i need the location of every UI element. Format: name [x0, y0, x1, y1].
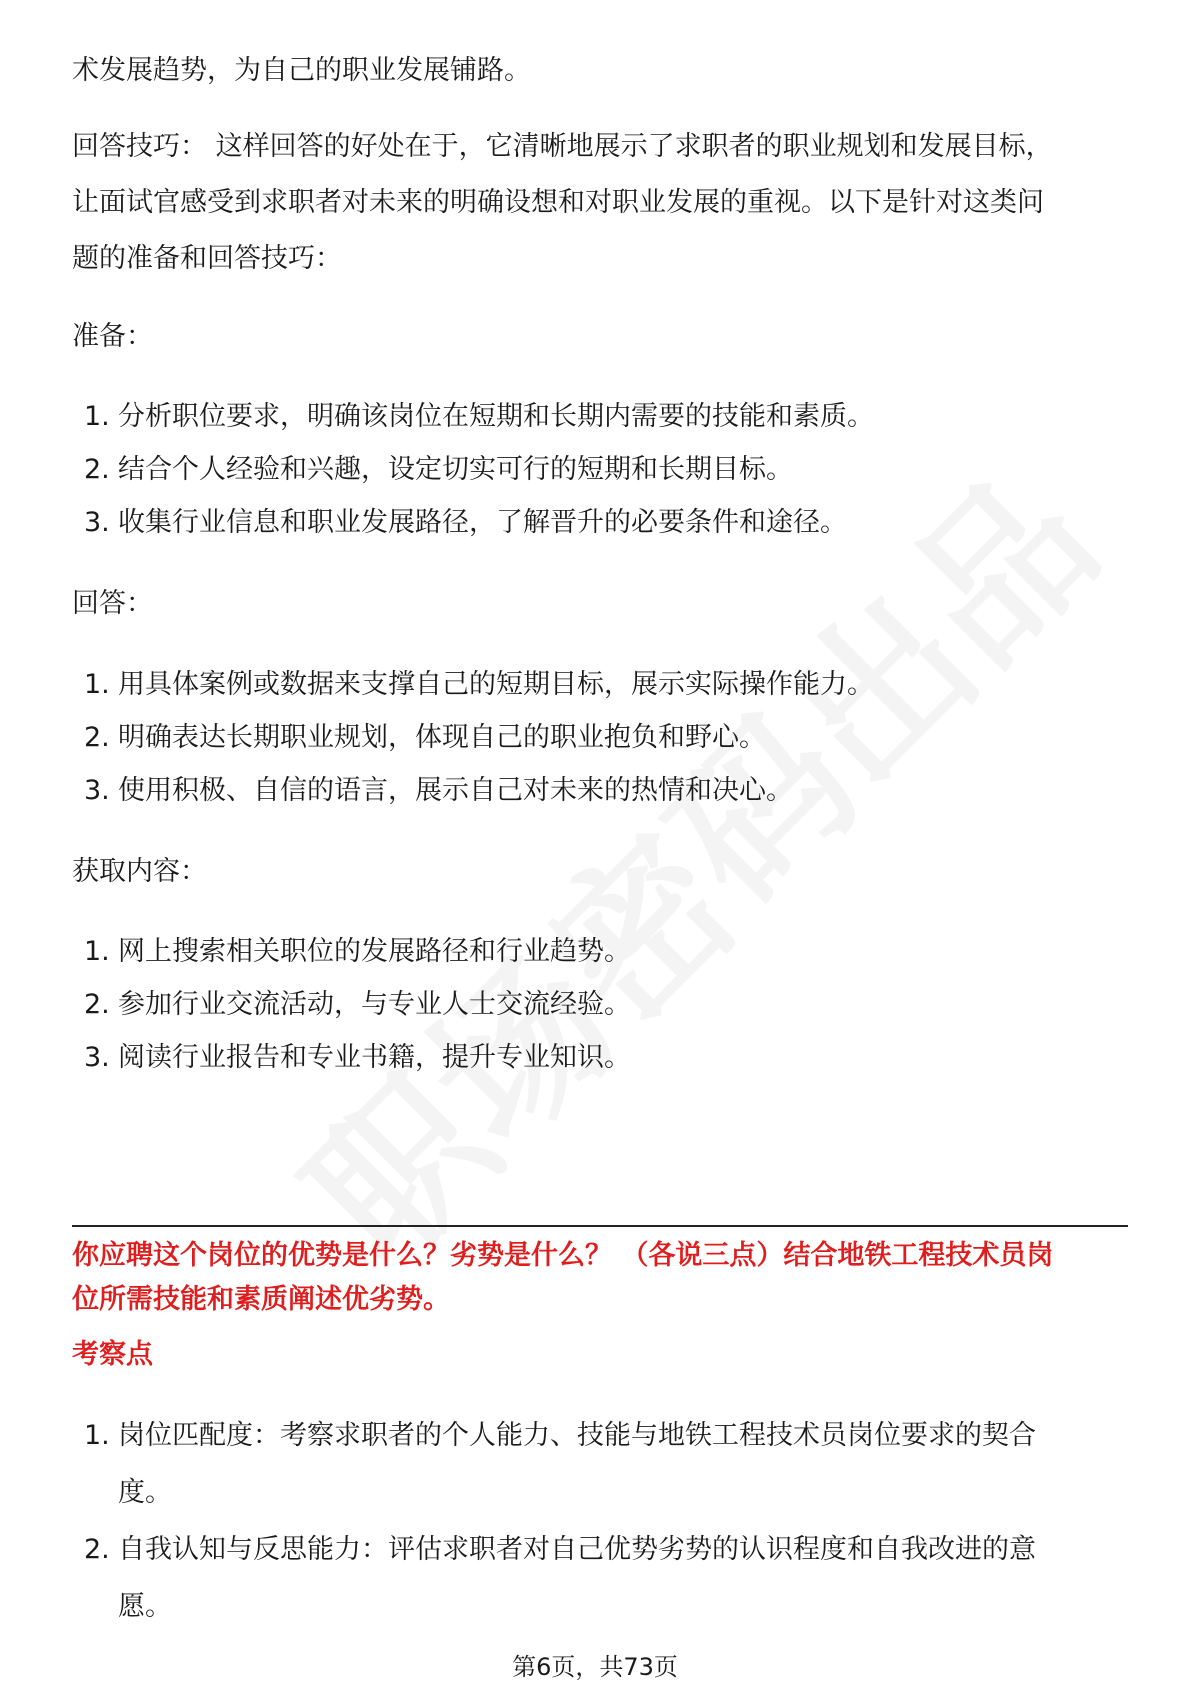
question-line-2: 位所需技能和素质阐述优劣势。 [72, 1284, 450, 1315]
list-item [84, 1029, 1128, 1086]
obtain-heading: 获取内容： [72, 856, 207, 887]
list-number: 2. [84, 454, 110, 485]
list-text: 阅读行业报告和专业书籍，提升专业知识。 [118, 1042, 631, 1073]
tip-line-3: 题的准备和回答技巧： [72, 243, 342, 274]
list-text: 网上搜索相关职位的发展路径和行业趋势。 [118, 936, 631, 967]
section-divider [72, 1225, 1128, 1227]
list-item [84, 1407, 1128, 1521]
page-footer: 第6页，共73页 [512, 1653, 678, 1681]
list-number: 2. [84, 722, 110, 753]
list-number: 2. [84, 989, 110, 1020]
question-title [72, 1237, 1128, 1319]
list-item [84, 762, 1128, 819]
list-number: 1. [84, 1420, 110, 1451]
list-text-line-2: 度。 [118, 1477, 172, 1508]
prepare-heading: 准备： [72, 321, 153, 352]
intro-line: 术发展趋势，为自己的职业发展铺路。 [72, 55, 531, 86]
list-number: 1. [84, 401, 110, 432]
list-item [84, 709, 1128, 766]
list-item [84, 441, 1128, 498]
answer-heading: 回答： [72, 588, 153, 619]
list-text-line-1: 自我认知与反思能力：评估求职者对自己优势劣势的认识程度和自我改进的意 [118, 1534, 1036, 1565]
list-number: 3. [84, 507, 110, 538]
list-text: 参加行业交流活动，与专业人士交流经验。 [118, 989, 631, 1020]
list-text: 结合个人经验和兴趣，设定切实可行的短期和长期目标。 [118, 454, 793, 485]
list-number: 3. [84, 1042, 110, 1073]
list-item [84, 923, 1128, 980]
list-item [84, 1521, 1128, 1635]
list-text: 使用积极、自信的语言，展示自己对未来的热情和决心。 [118, 775, 793, 806]
list-number: 2. [84, 1534, 110, 1565]
list-item [84, 976, 1128, 1033]
list-text: 明确表达长期职业规划，体现自己的职业抱负和野心。 [118, 722, 766, 753]
examine-heading: 考察点 [72, 1339, 153, 1370]
list-number: 1. [84, 936, 110, 967]
list-text: 用具体案例或数据来支撑自己的短期目标，展示实际操作能力。 [118, 669, 874, 700]
list-text: 分析职位要求，明确该岗位在短期和长期内需要的技能和素质。 [118, 401, 874, 432]
list-text-line-2: 愿。 [118, 1591, 172, 1622]
list-text-line-1: 岗位匹配度：考察求职者的个人能力、技能与地铁工程技术员岗位要求的契合 [118, 1420, 1036, 1451]
list-item [84, 656, 1128, 713]
list-number: 1. [84, 669, 110, 700]
tip-line-2: 让面试官感受到求职者对未来的明确设想和对职业发展的重视。以下是针对这类问 [72, 187, 1044, 218]
list-item [84, 494, 1128, 551]
list-item [84, 388, 1128, 445]
tip-line-1: 回答技巧： 这样回答的好处在于，它清晰地展示了求职者的职业规划和发展目标， [72, 131, 1053, 162]
list-text: 收集行业信息和职业发展路径，了解晋升的必要条件和途径。 [118, 507, 847, 538]
document-page [72, 0, 1128, 1684]
list-number: 3. [84, 775, 110, 806]
question-line-1: 你应聘这个岗位的优势是什么？劣势是什么？ （各说三点）结合地铁工程技术员岗 [72, 1240, 1054, 1271]
